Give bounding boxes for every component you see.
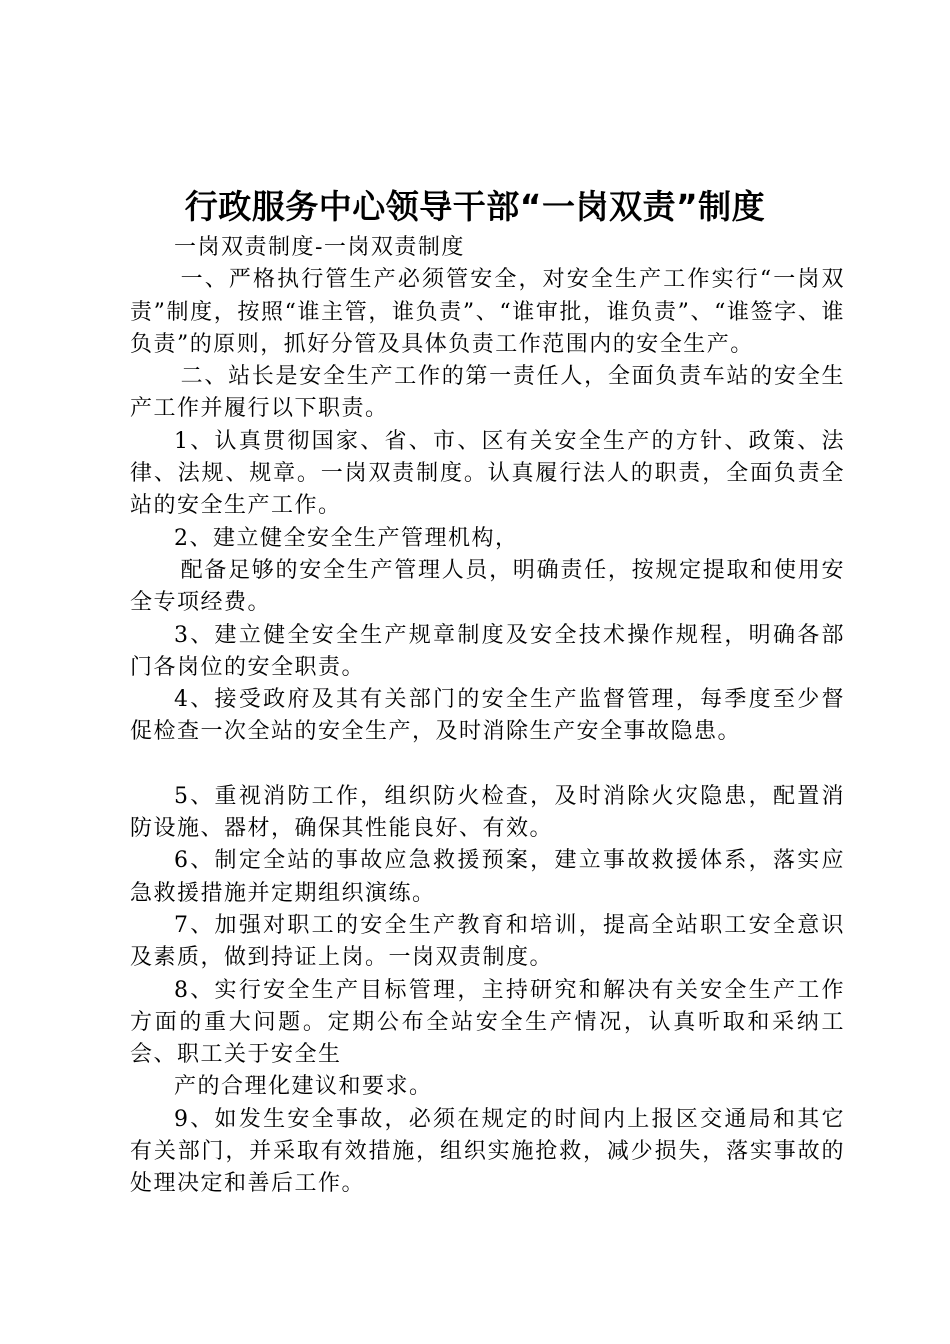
paragraph-10: 7、加强对职工的安全生产教育和培训，提高全站职工安全意识及素质，做到持证上岗。一岗双责制度。: [130, 912, 845, 971]
paragraph-9: 6、制定全站的事故应急救援预案，建立事故救援体系，落实应急救援措施并定期组织演练。: [130, 848, 845, 906]
paragraph-7: 4、接受政府及其有关部门的安全生产监督管理，每季度至少督促检查一次全站的安全生产，及时消除生产安全事故隐患。: [130, 687, 845, 745]
document-body: [130, 232, 845, 1201]
paragraph-13: 9、如发生安全事故，必须在规定的时间内上报区交通局和其它有关部门，并采取有效措施，组织实施抢救，减少损失，落实事故的处理决定和善后工作。: [130, 1106, 845, 1197]
document-title: 行政服务中心领导干部“一岗双责”制度: [184, 187, 766, 226]
paragraph-4: 2、建立健全安全生产管理机构，: [174, 525, 519, 551]
paragraph-3: 1、认真贯彻国家、省、市、区有关安全生产的方针、政策、法律、法规、规章。一岗双责制度。认真履行法人的职责，全面负责全站的安全生产工作。: [130, 428, 845, 519]
subtitle-line: 一岗双责制度-一岗双责制度: [174, 235, 465, 260]
paragraph-6: 3、建立健全安全生产规章制度及安全技术操作规程，明确各部门各岗位的安全职责。: [130, 622, 845, 680]
blank-line: [130, 749, 845, 781]
paragraph-8: 5、重视消防工作，组织防火检查，及时消除火灾隐患，配置消防设施、器材，确保其性能良好、有效。: [130, 783, 845, 842]
paragraph-5: 配备足够的安全生产管理人员，明确责任，按规定提取和使用安全专项经费。: [130, 557, 845, 616]
paragraph-12: 产的合理化建议和要求。: [174, 1074, 433, 1100]
paragraph-2: 二、站长是安全生产工作的第一责任人，全面负责车站的安全生产工作并履行以下职责。: [130, 364, 845, 422]
paragraph-11: 8、实行安全生产目标管理，主持研究和解决有关安全生产工作方面的重大问题。定期公布全站安全生产情况，认真听取和采纳工会、职工关于安全生: [130, 977, 845, 1068]
paragraph-1: 一、严格执行管生产必须管安全，对安全生产工作实行“一岗双责”制度，按照“谁主管，谁负责”、“谁审批，谁负责”、“谁签字、谁负责”的原则，抓好分管及具体负责工作范围内的安全生产。: [130, 267, 845, 357]
